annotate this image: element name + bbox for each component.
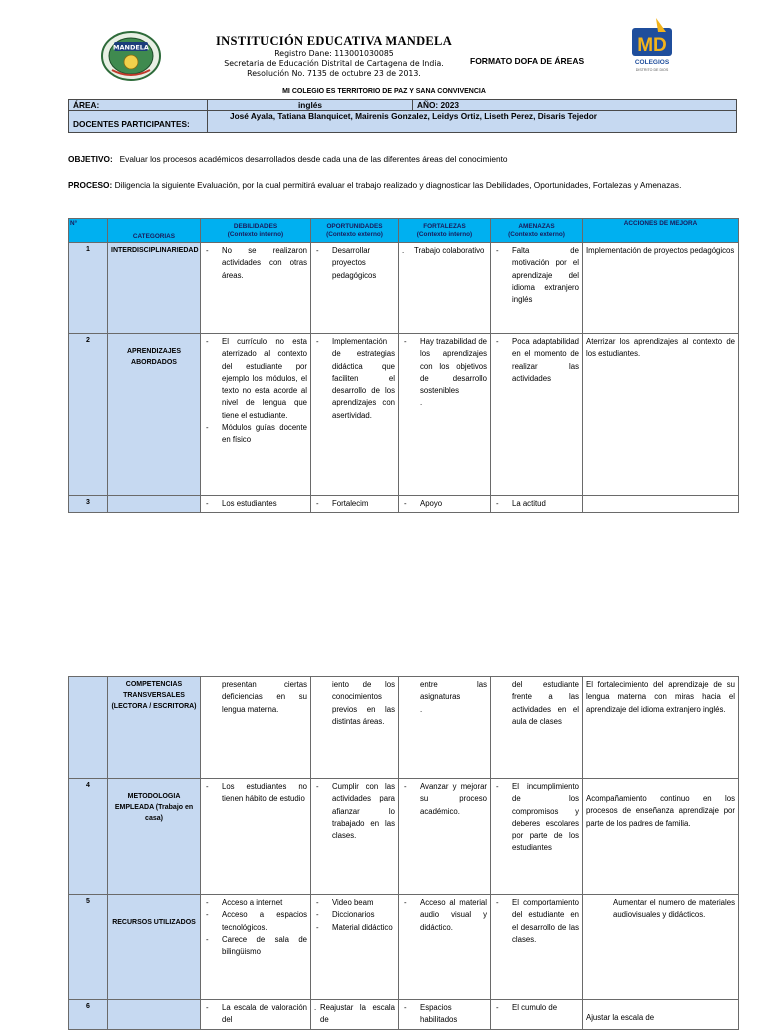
objective-text: Evaluar los procesos académicos desarrollados desde cada una de las diferentes áreas del conocimiento [119,154,508,164]
year-label: AÑO: 2023 [413,100,737,111]
md-colegios-logo [626,18,682,78]
header-num: N° [69,219,108,243]
table-row [69,243,739,334]
table-row [69,677,739,779]
weakness-item: No se realizaron actividades con otras áreas. [222,246,307,280]
header-row [69,219,739,243]
weakness-item: Acceso a espacios tecnológicos. [222,910,307,932]
opportunity-cell: - Video beam - Diccionarios - Material didáctico [311,895,399,1000]
row-number: 3 [69,496,108,513]
threat-cell [491,677,583,779]
strength-cell: . Trabajo colaborativo [399,243,491,334]
opportunity-item: Diccionarios [332,910,375,920]
threat-item: El cumulo de [512,1003,558,1012]
info-table [68,99,737,133]
strength-item: Apoyo [420,499,443,508]
school-logo [100,30,162,82]
opportunity-item: Cumplir con las actividades para afianzar lo trabajado en las clases. [332,782,395,841]
row-category [108,496,201,513]
header-categories: CATEGORIAS [108,219,201,243]
weakness-item: La escala de valoración del [222,1003,307,1025]
threat-cell: - Poca adaptabilidad en el momento de realizar las actividades [491,334,583,496]
opportunity-cell: - Implementación de estrategias didáctica que faciliten el desarrollo de los aprendizajes con asertividad. [311,334,399,496]
improvement-action: Implementación de proyectos pedagógicos [583,243,739,334]
format-title: FORMATO DOFA DE ÁREAS [470,56,585,66]
opportunity-item: iento de los conocimientos previos en las distintas áreas. [332,680,395,726]
objective-label: OBJETIVO: [68,154,113,164]
opportunity-cell: - Fortalecim [311,496,399,513]
opportunity-item: Material didáctico [332,922,393,932]
header-threats: AMENAZAS (Contexto externo) [491,219,583,243]
row-number: 1 [69,243,108,334]
threat-cell: - El incumplimiento de los compromisos y deberes escolares por parte de los estudiantes [491,779,583,895]
weakness-item: Los estudiantes [222,499,277,508]
teachers-value: José Ayala, Tatiana Blanquicet, Mairenis Gonzalez, Leidys Ortiz, Liseth Perez, Disaris Tejedor [208,111,737,133]
row-number: 4 [69,779,108,895]
threat-item: Poca adaptabilidad en el momento de realizar las actividades [512,337,579,383]
opportunity-item: Video beam [332,898,374,907]
logo-sub2-text: DISTRITO DE DIOS [635,68,669,72]
row-category [108,1000,201,1030]
strength-item: Espacios habilitados [420,1003,458,1025]
improvement-action: El fortalecimiento del aprendizaje de su lengua materna con miras hacia el aprendizaje del idioma extranjero inglés. [583,677,739,779]
strength-item: Acceso al material audio visual y didáctico. [420,898,487,932]
header-strengths: FORTALEZAS (Contexto interno) [399,219,491,243]
table-row [69,895,739,1000]
row-category: METODOLOGIA EMPLEADA (Trabajo en casa) [108,779,201,895]
row-category: INTERDISCIPLINARIEDAD [108,243,201,334]
weakness-item: Carece de sala de bilingüismo [222,934,307,957]
threat-cell: - Falta de motivación por el aprendizaje del idioma extranjero inglés [491,243,583,334]
table-row [69,1000,739,1030]
dofa-table-page-2 [68,676,739,1030]
weakness-cell: - El currículo no esta aterrizado al contexto del estudiante por ejemplo los módulos, el texto no esta acorde al nivel de lengua que tiene el estudiante. - Módulos guías docente en físico [201,334,311,496]
threat-cell: - El cumulo de [491,1000,583,1030]
opportunity-item: Reajustar la escala de [320,1003,395,1025]
row-category: RECURSOS UTILIZADOS [108,895,201,1000]
opportunity-cell: - Desarrollar proyectos pedagógicos [311,243,399,334]
opportunity-item: Implementación de estrategias didáctica que faciliten el desarrollo de los aprendizajes con asertividad. [332,337,395,420]
area-value: inglés [208,100,413,111]
weakness-cell: - Los estudiantes [201,496,311,513]
weakness-item: presentan ciertas deficiencias en su lengua materna. [222,680,307,714]
weakness-item: El currículo no esta aterrizado al contexto del estudiante por ejemplo los módulos, el texto no esta acorde al nivel de lengua que tiene el estudiante. [222,337,307,420]
opportunity-item: Fortalecim [332,499,369,508]
strength-cell: entre las asignaturas . [399,677,491,779]
teachers-label: DOCENTES PARTICIPANTES: [69,111,208,133]
table-row [69,779,739,895]
threat-item: Falta de motivación por el aprendizaje del idioma extranjero inglés [512,246,579,305]
weakness-cell: - Acceso a internet - Acceso a espacios tecnológicos. - Carece de sala de bilingüismo [201,895,311,1000]
opportunity-cell: . Reajustar la escala de [311,1000,399,1030]
header-improvement-actions: ACCIONES DE MEJORA [583,219,739,243]
improvement-action: Acompañamiento continuo en los procesos de enseñanza aprendizaje por parte de los padres de familia. [583,779,739,895]
weakness-cell [201,677,311,779]
strength-cell: - Espacios habilitados [399,1000,491,1030]
weakness-cell: - No se realizaron actividades con otras áreas. [201,243,311,334]
table-row [69,334,739,496]
process-text: Diligencia la siguiente Evaluación, por la cual permitirá evaluar el trabajo realizado y diagnosticar las Debilidades, Oportunidades, Fortalezas y Amenazas. [114,180,682,190]
strength-item: Avanzar y mejorar su proceso académico. [420,782,487,816]
strength-cell: - Apoyo [399,496,491,513]
weakness-cell: - Los estudiantes no tienen hábito de estudio [201,779,311,895]
process [68,179,737,191]
process-label: PROCESO: [68,180,113,190]
weakness-item: Acceso a internet [222,898,283,907]
threat-item: El incumplimiento de los compromisos y deberes escolares por parte de los estudiantes [512,782,579,853]
strength-cell: - Hay trazabilidad de los aprendizajes con los objetivos de desarrollo sostenibles . [399,334,491,496]
dofa-table-page-1 [68,218,739,513]
dane-registry: Registro Dane: 113001030085 [274,49,394,58]
weakness-item: Módulos guías docente en físico [222,423,307,445]
improvement-action: Aumentar el numero de materiales audiovisuales y didácticos. [583,895,739,1000]
opportunity-cell: - Cumplir con las actividades para afianzar lo trabajado en las clases. [311,779,399,895]
threat-cell: - La actitud [491,496,583,513]
improvement-action [583,496,739,513]
resolution: Resolución No. 7135 de octubre 23 de 2013. [247,69,421,78]
threat-item: El comportamiento del estudiante en el desarrollo de las clases. [512,898,579,944]
row-number [69,677,108,779]
strength-item: entre las asignaturas [420,680,487,702]
strength-cell: - Acceso al material audio visual y didáctico. [399,895,491,1000]
strength-item: Hay trazabilidad de los aprendizajes con los objetivos de desarrollo sostenibles [420,337,487,396]
improvement-action: Ajustar la escala de [583,1000,739,1030]
improvement-action: Aterrizar los aprendizajes al contexto de los estudiantes. [583,334,739,496]
table-row [69,496,739,513]
weakness-cell: - La escala de valoración del [201,1000,311,1030]
objective [68,153,737,165]
slogan: MI COLEGIO ES TERRITORIO DE PAZ Y SANA CONVIVENCIA [282,88,486,95]
logo-text: MANDELA [113,43,149,52]
threat-item: del estudiante frente a las actividades en el aula de clases [512,680,579,726]
institution-block [200,34,468,79]
row-number: 2 [69,334,108,496]
row-category: APRENDIZAJES ABORDADOS [108,334,201,496]
row-category: COMPETENCIAS TRANSVERSALES (LECTORA / ESCRITORA) [108,677,201,779]
threat-item: La actitud [512,499,546,508]
threat-cell: - El comportamiento del estudiante en el desarrollo de las clases. [491,895,583,1000]
opportunity-item: Desarrollar proyectos pedagógicos [332,246,377,280]
institution-name: INSTITUCIÓN EDUCATIVA MANDELA [215,34,453,48]
row-number: 5 [69,895,108,1000]
strength-item: Trabajo colaborativo [414,246,485,255]
logo-sub-text: COLEGIOS [634,59,670,66]
education-secretary: Secretaria de Educación Distrital de Cartagena de India. [224,59,444,68]
opportunity-cell [311,677,399,779]
area-label: ÁREA: [69,100,208,111]
logo-md-text: MD [637,35,667,56]
weakness-item: Los estudiantes no tienen hábito de estudio [222,782,307,804]
header-opportunities: OPORTUNIDADES (Contexto externo) [311,219,399,243]
strength-cell: - Avanzar y mejorar su proceso académico. [399,779,491,895]
row-number: 6 [69,1000,108,1030]
header-weaknesses: DEBILIDADES (Contexto interno) [201,219,311,243]
